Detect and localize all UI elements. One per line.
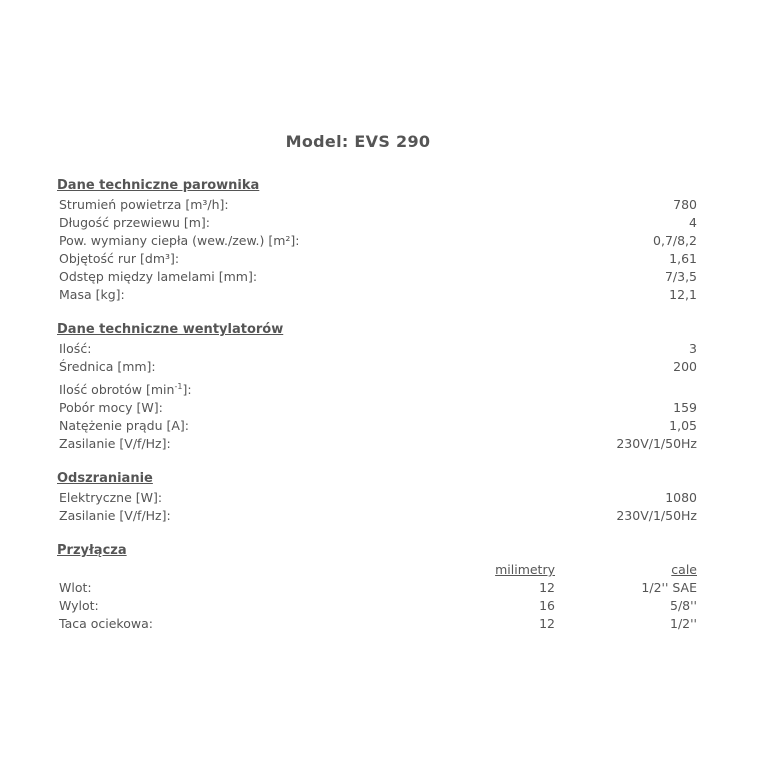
column-header-mm: milimetry [495,562,555,577]
spec-row [59,286,697,304]
spec-label: Objętość rur [dm³]: [59,251,180,266]
spec-label: Natężenie prądu [A]: [59,418,189,433]
spec-value: 3 [689,341,697,356]
column-header-inch: cale [671,562,697,577]
spec-row [59,268,697,286]
spec-label: Masa [kg]: [59,287,125,302]
connection-row [59,615,697,633]
spec-label: Zasilanie [V/f/Hz]: [59,508,171,523]
spec-row [59,196,697,214]
connection-label: Wlot: [59,580,92,595]
spec-value: 0,7/8,2 [653,233,697,248]
spec-row [59,381,697,399]
section-heading-connections: Przyłącza [57,543,127,558]
spec-label: Pobór mocy [W]: [59,400,163,415]
spec-row [59,507,697,525]
spec-label: Ilość obrotów $[\min^{-1}]$: [59,382,192,397]
connection-label: Wylot: [59,598,99,613]
spec-row [59,435,697,453]
connection-inch: 1/2'' SAE [641,580,697,595]
spec-label: Elektryczne [W]: [59,490,163,505]
section-heading-evaporator: Dane techniczne parownika [57,178,260,193]
section-heading-fans: Dane techniczne wentylatorów [57,322,284,337]
spec-value: 12,1 [669,287,697,302]
connection-inch: 5/8'' [670,598,697,613]
page-title: Model: EVS 290 [285,132,431,151]
connection-inch: 1/2'' [670,616,697,631]
spec-label: Zasilanie [V/f/Hz]: [59,436,171,451]
spec-value: 230V/1/50Hz [616,436,697,451]
spec-label: Średnica [mm]: [59,359,156,374]
spec-row [59,417,697,435]
spec-row [59,399,697,417]
spec-label: Ilość: [59,341,92,356]
spec-row [59,489,697,507]
spec-value: 1,61 [669,251,697,266]
connection-mm: 12 [539,580,555,595]
spec-value: 780 [673,197,697,212]
spec-label: Długość przewiewu [m]: [59,215,211,230]
section-heading-defrost: Odszranianie [57,471,153,486]
connection-mm: 12 [539,616,555,631]
spec-row [59,358,697,376]
connection-row [59,579,697,597]
connection-row [59,597,697,615]
spec-row [59,340,697,358]
connection-mm: 16 [539,598,555,613]
spec-row [59,250,697,268]
spec-value: 200 [673,359,697,374]
spec-value: 159 [673,400,697,415]
spec-row [59,232,697,250]
spec-value: 230V/1/50Hz [616,508,697,523]
spec-label: Pow. wymiany ciepła (wew./zew.) [m²]: [59,233,300,248]
spec-row [59,214,697,232]
connection-label: Taca ociekowa: [59,616,153,631]
spec-value: 4 [689,215,697,230]
spec-value: 1,05 [669,418,697,433]
spec-label: Odstęp między lamelami [mm]: [59,269,258,284]
spec-label: Strumień powietrza [m³/h]: [59,197,229,212]
spec-value: 7/3,5 [664,269,697,284]
spec-value: 1080 [665,490,697,505]
